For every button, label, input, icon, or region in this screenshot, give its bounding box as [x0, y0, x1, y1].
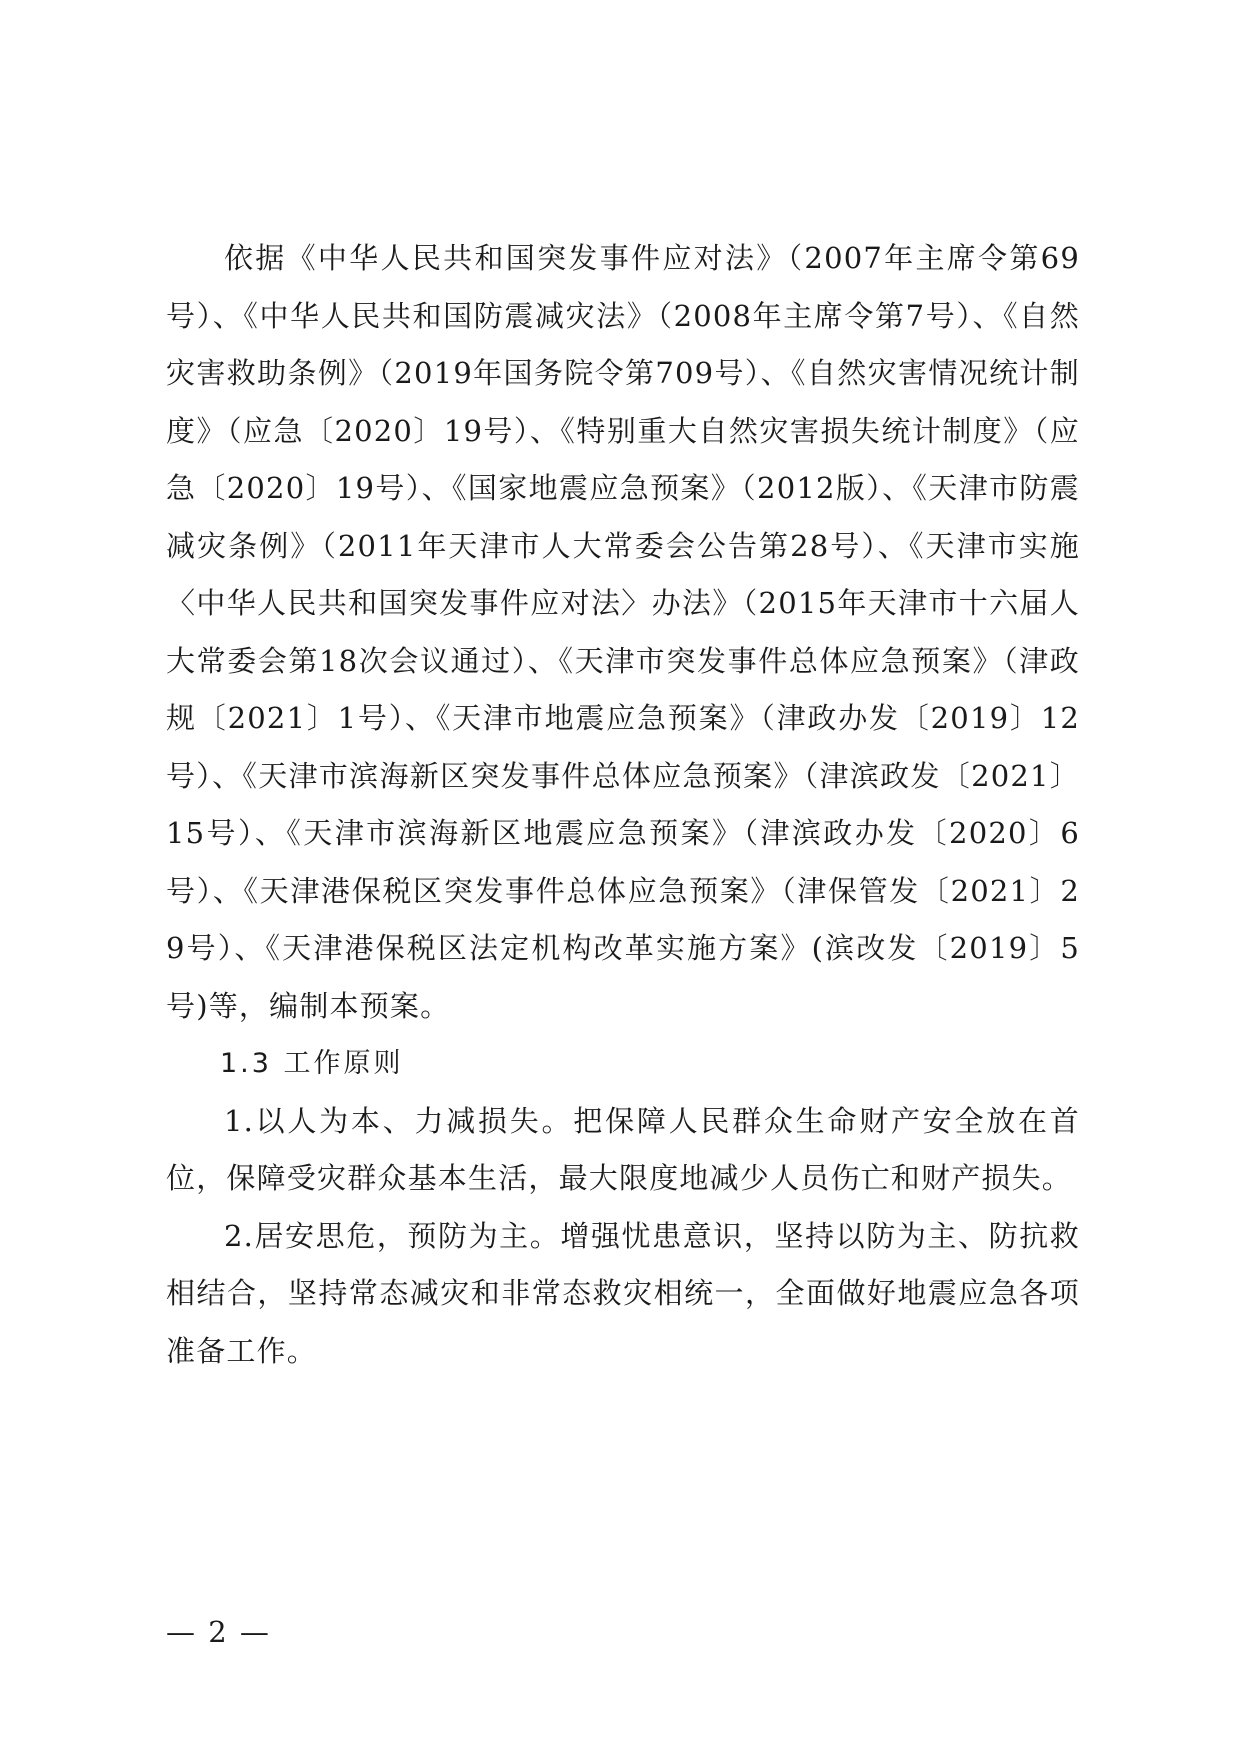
section-heading: 1.3 工作原则	[220, 1048, 404, 1079]
basis-paragraph: 依据《中华人民共和国突发事件应对法》（2007年主席令第69号）、《中华人民共和国防震减灾法》（2008年主席令第7号）、《自然灾害救助条例》（2019年国务院令第709号）、《自然灾害情况统计制度》（应急〔2020〕19号）、《特别重大自然灾害损失统计制度》（应急〔2020〕19号）、《国家地震应急预案》（2012版）、《天津市防震减灾条例》（2011年天津市人大常委会公告第28号）、《天津市实施〈中华人民共和国突发事件应对法〉办法》（2015年天津市十六届人大常委会第18次会议通过）、《天津市突发事件总体应急预案》（津政规〔2021〕1号）、《天津市地震应急预案》（津政办发〔2019〕12号）、《天津市滨海新区突发事件总体应急预案》（津滨政发〔2021〕15号）、《天津市滨海新区地震应急预案》（津滨政办发〔2020〕6号）、《天津港保税区突发事件总体应急预案》（津保管发〔2021〕29号）、《天津港保税区法定机构改革实施方案》(滨改发〔2019〕5号)等，编制本预案。	[166, 241, 1080, 1023]
principle-paragraph-2: 2.居安思危，预防为主。增强忧患意识，坚持以防为主、防抗救相结合，坚持常态减灾和非常态救灾相统一，全面做好地震应急各项准备工作。	[166, 1218, 1080, 1368]
principle-paragraph-1: 1.以人为本、力减损失。把保障人民群众生命财产安全放在首位，保障受灾群众基本生活，最大限度地减少人员伤亡和财产损失。	[166, 1103, 1080, 1195]
page-number: — 2 —	[166, 1615, 271, 1649]
body-text	[166, 230, 1080, 1380]
